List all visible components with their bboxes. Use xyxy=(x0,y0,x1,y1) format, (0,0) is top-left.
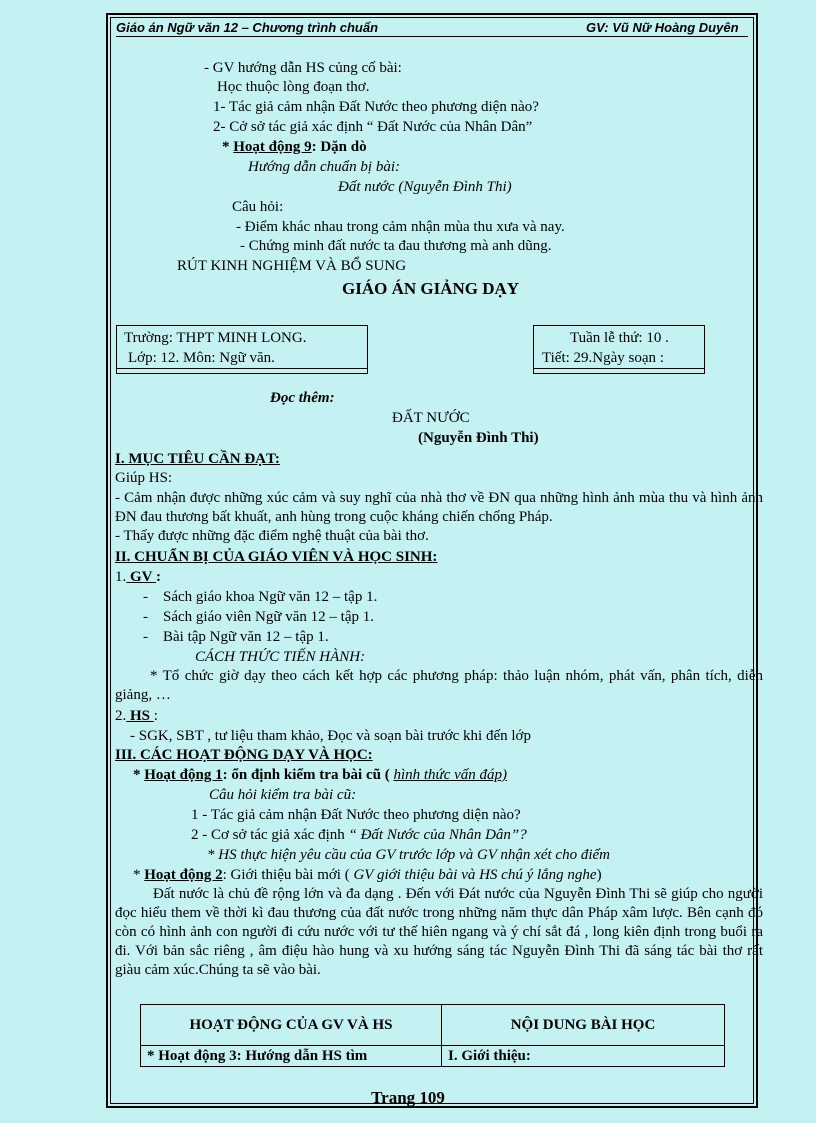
consolidate-line: - GV hướng dẫn HS củng cố bài: xyxy=(204,60,402,76)
page-number: Trang 109 xyxy=(371,1088,445,1107)
period-line: Tiết: 29.Ngày soạn : xyxy=(542,350,664,366)
hs-text: - SGK, SBT , tư liệu tham khảo, Đọc và soạn bài trước khi đến lớp xyxy=(130,728,531,744)
header-left: Giáo án Ngữ văn 12 – Chương trình chuẩn xyxy=(116,20,379,35)
review-question-1: 1- Tác giả cảm nhận Đất Nước theo phương diện nào? xyxy=(213,99,539,115)
old-questions-note: * HS thực hiện yêu cầu của GV trước lớp và GV nhận xét cho điểm xyxy=(207,847,610,863)
intro-paragraph: Đất nước là chủ đề rộng lớn và đa dạng . Đến với Đát nước của Nguyễn Đình Thi sẽ giúp cho người đọc hiểu them về thời kì đau thương của đất nước trong những năm thực dân Pháp xâm lược. Bên cạnh đó còn có hình ảnh con người đi cứu nước với tư thế hiên ngang và ý chí sắt đá , long kiên định trong buổi ra đi. Với bản sắc riêng , âm điệu hào hung và xu hướng sáng tác Nguyễn Đình Thi đã sáng tác bài thơ rất giàu cảm xúc.Chúng ta sẽ vào bài. xyxy=(115,886,763,978)
class-line: Lớp: 12. Môn: Ngữ văn. xyxy=(128,350,275,366)
gv-item-3: - Bài tập Ngữ văn 12 – tập 1. xyxy=(143,629,329,645)
next-lesson: Đất nước (Nguyễn Đình Thi) xyxy=(338,179,512,195)
memorize-line: Học thuộc lòng đoạn thơ. xyxy=(217,79,370,95)
questions-label: Câu hỏi: xyxy=(232,199,284,215)
main-title: GIÁO ÁN GIẢNG DẠY xyxy=(342,279,520,298)
hs-heading: 2. HS : xyxy=(115,708,158,724)
goal-1: - Cảm nhận được những xúc cảm và suy nghĩ của nhà thơ về ĐN qua những hình ảnh mùa thu và hình ảnh ĐN đau thương bất khuất, anh hùng trong cuộc kháng chiến chống Pháp. xyxy=(115,490,763,525)
section-3-heading: III. CÁC HOẠT ĐỘNG DẠY VÀ HỌC: xyxy=(115,747,373,763)
old-question-1: 1 - Tác giả cảm nhận Đất Nước theo phương diện nào? xyxy=(191,807,521,823)
prep-guide: Hướng dẫn chuẩn bị bài: xyxy=(248,159,401,175)
school-line: Trường: THPT MINH LONG. xyxy=(124,330,307,346)
table-row xyxy=(141,1046,725,1067)
schedule-info-box xyxy=(533,325,705,369)
poem-title: ĐẤT NƯỚC xyxy=(392,410,470,426)
help-line: Giúp HS: xyxy=(115,470,173,486)
old-questions-label: Câu hỏi kiểm tra bài cũ: xyxy=(209,787,357,803)
method-text: * Tổ chức giờ dạy theo cách kết hợp các phương pháp: thảo luận nhóm, phát vấn, phân tích, diễn giảng, … xyxy=(115,668,763,703)
reading-label: Đọc thêm: xyxy=(270,390,335,406)
section-1-heading: I. MỤC TIÊU CẦN ĐẠT: xyxy=(115,451,280,467)
method-label: CÁCH THỨC TIẾN HÀNH: xyxy=(195,649,366,665)
experience-heading: RÚT KINH NGHIỆM VÀ BỔ SUNG xyxy=(177,258,407,274)
table-header-content: NỘI DUNG BÀI HỌC xyxy=(442,1005,725,1046)
table-cell-introduction: I. Giới thiệu: xyxy=(442,1046,725,1067)
school-info-box xyxy=(116,325,368,369)
goal-2: - Thấy được những đặc điểm nghệ thuật của bài thơ. xyxy=(115,528,429,544)
lesson-table-header xyxy=(141,1005,725,1046)
table-header-activities: HOẠT ĐỘNG CỦA GV VÀ HS xyxy=(141,1005,442,1046)
section-2-heading: II. CHUẨN BỊ CỦA GIÁO VIÊN VÀ HỌC SINH: xyxy=(115,549,438,565)
old-question-2: 2 - Cơ sở tác giả xác định “ Đất Nước của Nhân Dân”? xyxy=(191,827,527,843)
review-question-2: 2- Cở sở tác giả xác định “ Đất Nước của Nhân Dân” xyxy=(213,119,533,135)
table-cell-activity-3: * Hoạt động 3: Hướng dẫn HS tìm xyxy=(141,1046,442,1067)
gv-heading: 1. GV : xyxy=(115,569,161,585)
gv-item-1: - Sách giáo khoa Ngữ văn 12 – tập 1. xyxy=(143,589,378,605)
homework-question-b: - Chứng minh đất nước ta đau thương mà anh dũng. xyxy=(240,238,552,254)
activity-2-heading: * Hoạt động 2: Giới thiệu bài mới ( GV giới thiệu bài và HS chú ý lắng nghe) xyxy=(133,867,602,883)
activity-1-heading: * Hoạt động 1: ổn định kiểm tra bài cũ ( hình thức vấn đáp) xyxy=(133,767,508,783)
week-line: Tuần lễ thứ: 10 . xyxy=(570,330,669,346)
poem-author: (Nguyễn Đình Thi) xyxy=(418,430,539,446)
header-rule xyxy=(116,36,748,37)
lesson-table xyxy=(140,1004,725,1067)
homework-question-a: - Điểm khác nhau trong cảm nhận mùa thu xưa và nay. xyxy=(236,219,565,235)
gv-item-2: - Sách giáo viên Ngữ văn 12 – tập 1. xyxy=(143,609,375,625)
header-right: GV: Vũ Nữ Hoàng Duyên xyxy=(586,20,739,35)
activity-9-heading: * Hoạt động 9: Dặn dò xyxy=(222,139,367,155)
